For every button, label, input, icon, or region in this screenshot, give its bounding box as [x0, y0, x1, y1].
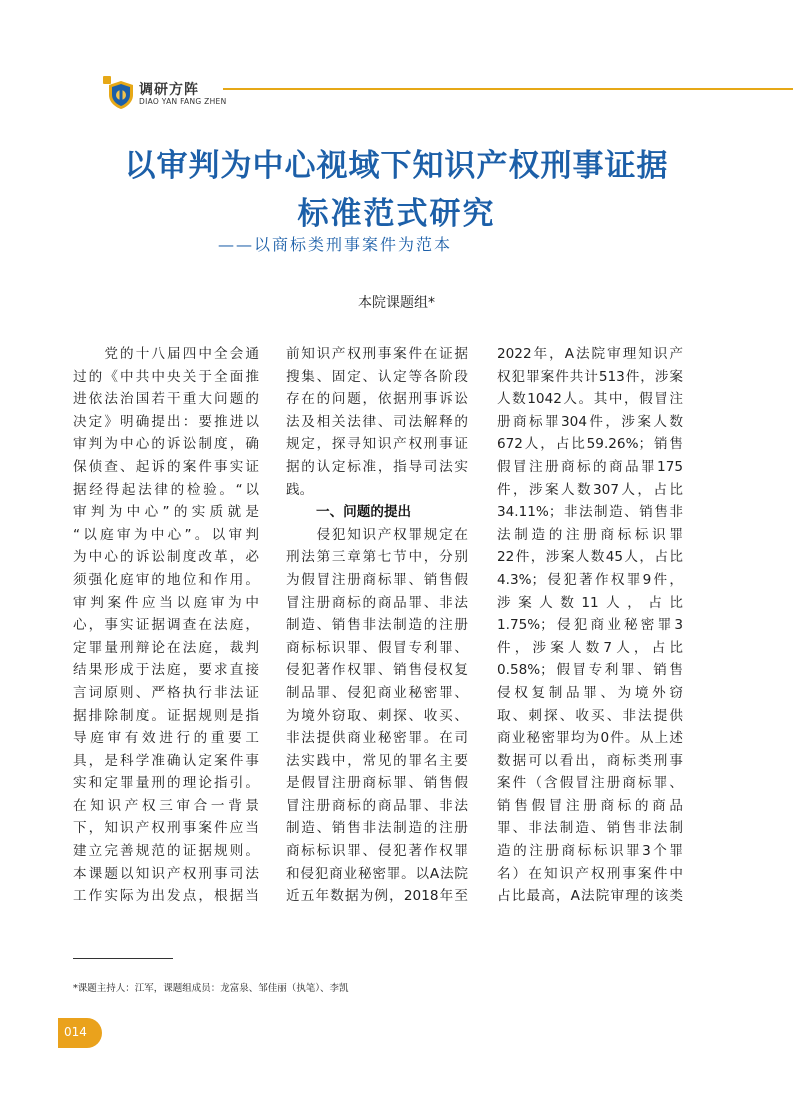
body-text-line: 件，涉案人数7人，占比: [497, 639, 683, 656]
body-text-line: 搜集、固定、认定等各阶段: [286, 368, 468, 385]
section-heading: 一、问题的提出: [316, 504, 412, 521]
body-text-line: 商标标识罪、假冒专利罪、: [286, 639, 468, 656]
footnote-rule: [73, 958, 173, 959]
page-number: 014: [64, 1025, 87, 1039]
body-text-line: 制品罪、侵犯商业秘密罪、: [286, 684, 468, 701]
body-text-line: 案件（含假冒注册商标罪、: [497, 775, 683, 792]
body-text-line: 近五年数据为例，2018年至: [286, 888, 468, 905]
column-name: 调研方阵: [139, 82, 199, 98]
body-text-line: 1.75%；侵犯商业秘密罪3: [497, 617, 683, 634]
body-text-line: 为假冒注册商标罪、销售假: [286, 571, 468, 588]
body-text-line: 制造、销售非法制造的注册: [286, 617, 468, 634]
body-text-line: 导庭审有效进行的重要工: [73, 730, 259, 747]
body-text-line: 侵犯知识产权罪规定在: [286, 526, 468, 543]
body-text-line: 商业秘密罪均为0件。从上述: [497, 730, 683, 747]
body-text-line: 审判案件应当以庭审为中: [73, 594, 259, 611]
body-text-line: 言词原则、严格执行非法证: [73, 684, 259, 701]
body-text-line: 数据可以看出，商标类刑事: [497, 752, 683, 769]
body-text-line: 据排除制度。证据规则是指: [73, 707, 259, 724]
body-text-line: 0.58%；假冒专利罪、销售: [497, 662, 683, 679]
column-pinyin: DIAO YAN FANG ZHEN: [139, 97, 227, 106]
court-emblem-icon: [106, 80, 136, 110]
body-text-line: 本课题以知识产权刑事司法: [73, 865, 259, 882]
body-text-line: 下，知识产权刑事案件应当: [73, 820, 259, 837]
body-text-line: 册商标罪304件，涉案人数: [497, 413, 683, 430]
body-text-line: 34.11%；非法制造、销售非: [497, 504, 683, 521]
body-text-line: 侵犯著作权罪、销售侵权复: [286, 662, 468, 679]
body-text-line: 法制造的注册商标标识罪: [497, 526, 683, 543]
body-text-line: 冒注册商标的商品罪、非法: [286, 594, 468, 611]
body-text-line: 冒注册商标的商品罪、非法: [286, 797, 468, 814]
body-text-line: 心，事实证据调查在法庭，: [73, 617, 259, 634]
body-text-line: 刑法第三章第七节中，分别: [286, 549, 468, 566]
body-text-line: 规定，探寻知识产权刑事证: [286, 436, 468, 453]
body-text-line: 人数1042人。其中，假冒注: [497, 391, 683, 408]
body-text-line: 建立完善规范的证据规则。: [73, 843, 259, 860]
body-text-line: 存在的问题，依据刑事诉讼: [286, 391, 468, 408]
body-text-line: 为境外窃取、刺探、收买、: [286, 707, 468, 724]
body-text-line: 前知识产权刑事案件在证据: [286, 346, 468, 362]
body-column-1: [73, 343, 259, 908]
body-column-2: [286, 343, 468, 908]
body-text-line: 4.3%；侵犯著作权罪9件，: [497, 571, 683, 588]
body-text-line: 定罪量刑辩论在法庭，裁判: [73, 639, 259, 656]
body-text-line: 取、刺探、收买、非法提供: [497, 707, 683, 724]
body-text-line: 商标标识罪、侵犯著作权罪: [286, 843, 468, 860]
body-text-line: 工作实际为出发点，根据当: [73, 888, 259, 905]
body-text-line: 件，涉案人数307人，占比: [497, 481, 683, 498]
body-text-line: 法实践中，常见的罪名主要: [286, 752, 468, 769]
article-title-line-2: 标准范式研究: [297, 196, 496, 232]
body-text-line: 据经得起法律的检验。“以: [73, 481, 259, 498]
body-text-line: 672人，占比59.26%；销售: [497, 436, 683, 453]
body-text-line: 假冒注册商标的商品罪175: [497, 458, 683, 475]
footnote: *课题主持人：江军，课题组成员：龙富泉、邹佳丽（执笔）、李凯: [73, 983, 349, 994]
body-column-3: [497, 343, 683, 908]
body-text-line: 党的十八届四中全会通: [73, 346, 259, 362]
body-text-line: 进依法治国若干重大问题的: [73, 391, 259, 408]
body-text-line: 名）在知识产权刑事案件中: [497, 865, 683, 882]
body-text-line: 为中心的诉讼制度改革，必: [73, 549, 259, 566]
body-text-line: “以庭审为中心”。以审判: [73, 526, 259, 543]
body-text-line: 保侦查、起诉的案件事实证: [73, 458, 259, 475]
body-text-line: 22件，涉案人数45人，占比: [497, 549, 683, 566]
article-title-line-1: 以审判为中心视域下知识产权刑事证据: [124, 148, 669, 184]
body-text-line: 权犯罪案件共计513件，涉案: [497, 368, 683, 385]
body-text-line: 和侵犯商业秘密罪。以A法院: [286, 865, 468, 882]
body-text-line: 侵权复制品罪、为境外窃: [497, 684, 683, 701]
body-text-line: 须强化庭审的地位和作用。: [73, 571, 259, 588]
body-text-line: 罪、非法制造、销售非法制: [497, 820, 683, 837]
body-text-line: 具，是科学准确认定案件事: [73, 752, 259, 769]
body-text-line: 占比最高，A法院审理的该类: [497, 888, 683, 905]
body-text-line: 涉案人数11人，占比: [497, 594, 683, 611]
body-text-line: 据的认定标准，指导司法实: [286, 458, 468, 475]
body-text-line: 制造、销售非法制造的注册: [286, 820, 468, 837]
body-text-line: 践。: [286, 481, 314, 498]
body-text-line: 过的《中共中央关于全面推: [73, 368, 259, 385]
header-rule: [223, 88, 793, 90]
body-text-line: 法及相关法律、司法解释的: [286, 413, 468, 430]
body-text-line: 非法提供商业秘密罪。在司: [286, 730, 468, 747]
article-subtitle: ——以商标类刑事案件为范本: [218, 235, 453, 254]
body-text-line: 在知识产权三审合一背景: [73, 797, 259, 814]
body-text-line: 销售假冒注册商标的商品: [497, 797, 683, 814]
body-text-line: 2022年，A法院审理知识产: [497, 346, 683, 362]
body-text-line: 造的注册商标标识罪3个罪: [497, 843, 683, 860]
article-author: 本院课题组*: [358, 295, 435, 311]
body-text-line: 审判为中心”的实质就是: [73, 504, 259, 521]
body-text-line: 是假冒注册商标罪、销售假: [286, 775, 468, 792]
body-text-line: 实和定罪量刑的理论指引。: [73, 775, 259, 792]
body-text-line: 决定》明确提出：要推进以: [73, 413, 259, 430]
body-text-line: 结果形成于法庭，要求直接: [73, 662, 259, 679]
body-text-line: 审判为中心的诉讼制度，确: [73, 436, 259, 453]
